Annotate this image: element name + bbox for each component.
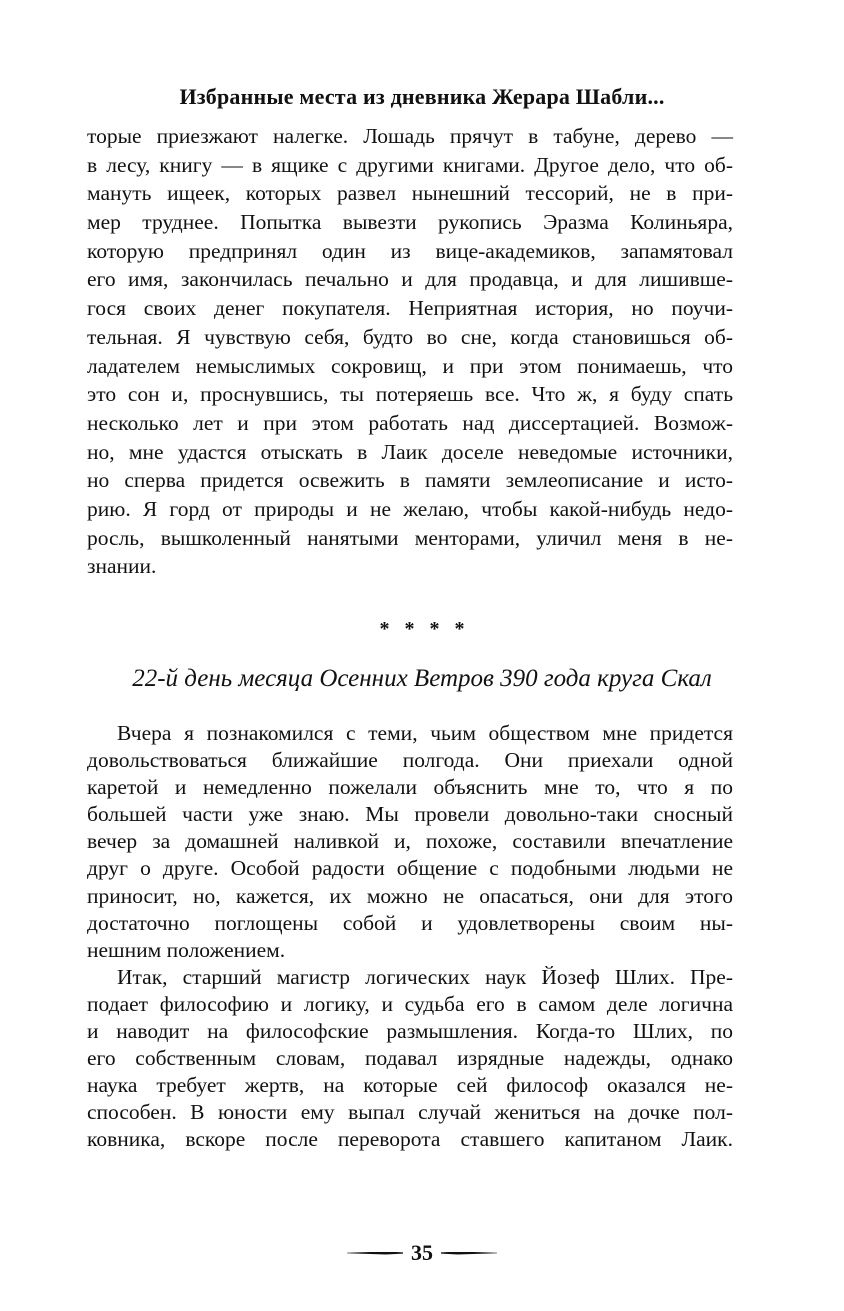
text-line: наука требует жертв, на которые сей философ оказался не- bbox=[87, 1073, 733, 1098]
text-line: Итак, старший магистр логических наук Йозеф Шлих. Пре- bbox=[117, 964, 733, 989]
text-line: гося своих денег покупателя. Неприятная история, но поучи- bbox=[87, 296, 733, 321]
text-line: которую предпринял один из вице-академиков, запамятовал bbox=[87, 238, 733, 263]
text-line: знании. bbox=[87, 554, 157, 579]
section-separator: * * * * bbox=[379, 618, 465, 640]
text-line: приносит, но, кажется, их можно не опасаться, они для этого bbox=[87, 883, 733, 908]
text-line: но, мне удастся отыскать в Лаик доселе неведомые источники, bbox=[87, 439, 733, 464]
text-line: торые приезжают налегке. Лошадь прячут в табуне, дерево — bbox=[87, 124, 733, 148]
text-line: в лесу, книгу — в ящике с другими книгами. Другое дело, что об- bbox=[87, 152, 733, 177]
text-line: ладателем немыслимых сокровищ, и при этом понимаешь, что bbox=[87, 353, 733, 378]
text-line: мануть ищеек, которых развел нынешний тессорий, не в при- bbox=[87, 181, 733, 206]
text-line: и наводит на философские размышления. Когда-то Шлих, по bbox=[87, 1019, 733, 1044]
diary-entry-title: 22-й день месяца Осенних Ветров 390 года круга Скал bbox=[132, 665, 712, 692]
text-line: друг о друге. Особой радости общение с подобными людьми не bbox=[87, 856, 733, 881]
text-block-2 bbox=[87, 720, 733, 1154]
text-line: ковника, вскоре после переворота ставшего капитаном Лаик. bbox=[87, 1127, 733, 1152]
text-line: большей части уже знаю. Мы провели довольно-таки сносный bbox=[87, 802, 733, 827]
ornament-right-icon bbox=[441, 1252, 497, 1255]
text-line: росль, вышколенный нанятыми менторами, уличил меня в не- bbox=[87, 525, 733, 550]
text-line: мер труднее. Попытка вывезти рукопись Эразма Колиньяра, bbox=[87, 210, 733, 235]
text-line: достаточно поглощены собой и удовлетворены своим ны- bbox=[87, 910, 733, 935]
text-line: нешним положением. bbox=[87, 937, 286, 962]
text-line: несколько лет и при этом работать над диссертацией. Возмож- bbox=[87, 410, 733, 435]
ornament-left-icon bbox=[347, 1252, 403, 1255]
text-line: рию. Я горд от природы и не желаю, чтобы какой-нибудь недо- bbox=[87, 496, 733, 521]
text-line: его имя, закончилась печально и для продавца, и для лишивше- bbox=[87, 267, 733, 292]
running-head: Избранные места из дневника Жерара Шабли... bbox=[179, 84, 665, 109]
text-line: Вчера я познакомился с теми, чьим обществом мне придется bbox=[117, 721, 733, 745]
text-line: тельная. Я чувствую себя, будто во сне, когда становишься об- bbox=[87, 324, 733, 349]
text-line: это сон и, проснувшись, ты потеряешь все. Что ж, я буду спать bbox=[87, 382, 733, 407]
text-line: но сперва придется освежить в памяти землеописание и исто- bbox=[87, 468, 733, 493]
text-line: способен. В юности ему выпал случай жениться на дочке пол- bbox=[87, 1100, 733, 1125]
text-line: каретой и немедленно пожелали объяснить мне то, что я по bbox=[87, 775, 733, 800]
text-line: вечер за домашней наливкой и, похоже, составили впечатление bbox=[87, 829, 733, 854]
page-number: 35 bbox=[411, 1240, 433, 1265]
text-block-1 bbox=[87, 122, 733, 581]
text-line: его собственным словам, подавал изрядные надежды, однако bbox=[87, 1046, 733, 1071]
page-footer bbox=[0, 1240, 844, 1266]
text-line: довольствоваться ближайшие полгода. Они приехали одной bbox=[87, 748, 733, 773]
text-line: подает философию и логику, и судьба его в самом деле логична bbox=[87, 991, 733, 1016]
